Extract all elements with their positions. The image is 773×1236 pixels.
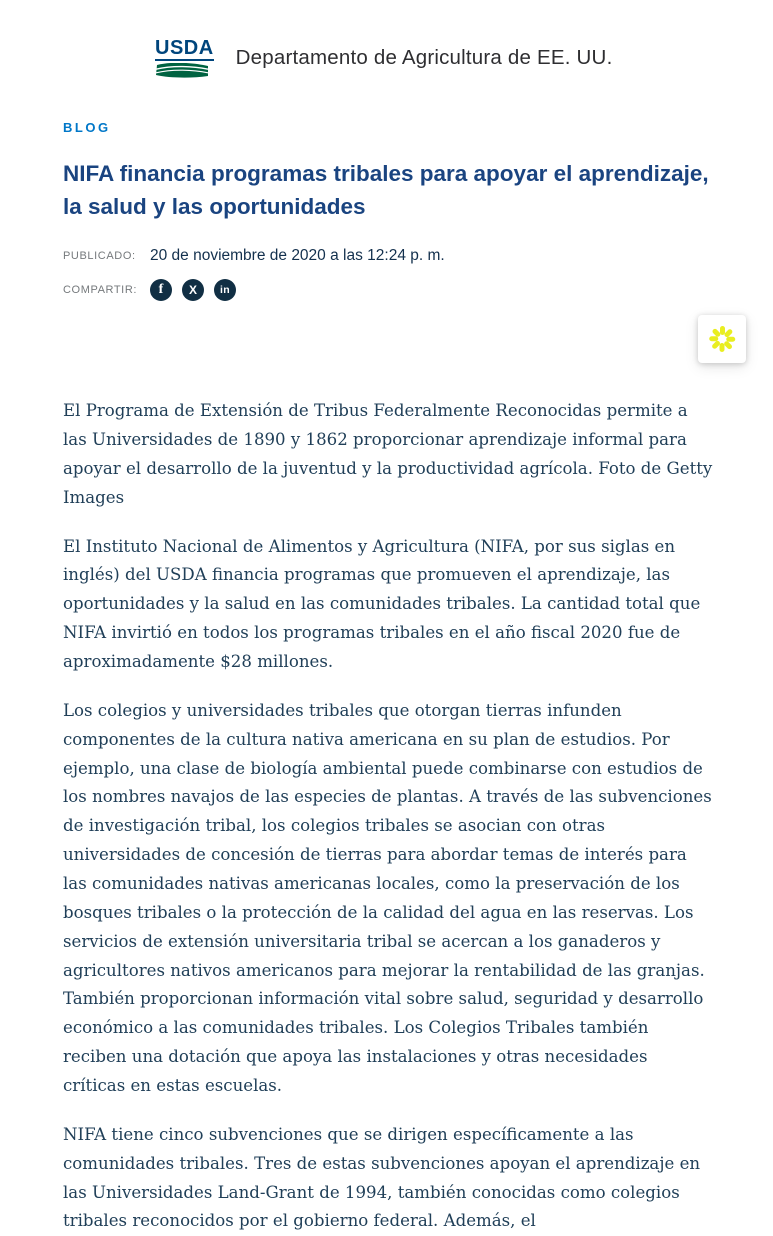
article-body [63, 397, 713, 1236]
share-row [63, 279, 713, 301]
site-title: Departamento de Agricultura de EE. UU. [235, 46, 613, 69]
usda-swoosh-icon [155, 63, 209, 78]
loading-spinner-icon [708, 325, 736, 353]
share-label: COMPARTIR: [63, 284, 138, 297]
site-header [0, 0, 773, 78]
x-twitter-share-icon[interactable]: X [182, 279, 204, 301]
usda-wordmark: USDA [155, 37, 214, 59]
published-label: PUBLICADO: [63, 250, 136, 263]
usda-logo[interactable] [155, 38, 214, 78]
published-row [63, 247, 713, 265]
article-title: NIFA financia programas tribales para apoyar el aprendizaje, la salud y las oportunidades [63, 161, 709, 220]
image-caption: El Programa de Extensión de Tribus Federalmente Reconocidas permite a las Universidades de 1890 y 1862 proporcionar aprendizaje informal para apoyar el desarrollo de la juventud y la productividad agrícola. Foto de Getty Images [63, 401, 713, 507]
article [63, 78, 713, 1236]
paragraph: Los colegios y universidades tribales que otorgan tierras infunden componentes de la cultura nativa americana en su plan de estudios. Por ejemplo, una clase de biología ambiental puede combinarse con estudios de los nombres navajos de las especies de plantas. A través de las subvenciones de investigación tribal, los colegios tribales se asocian con otras universidades de concesión de tierras para abordar temas de interés para las comunidades nativas americanas locales, como la preservación de los bosques tribales o la protección de la calidad del agua en las reservas. Los servicios de extensión universitaria tribal se acercan a los ganaderos y agricultores nativos americanos para mejorar la rentabilidad de las granjas. También proporcionan información vital sobre salud, seguridad y desarrollo económico a las comunidades tribales. Los Colegios Tribales también reciben una dotación que apoya las instalaciones y otras necesidades críticas en estas escuelas. [63, 700, 712, 1096]
facebook-share-icon[interactable]: f [150, 279, 172, 301]
blog-eyebrow-link[interactable]: BLOG [63, 120, 111, 135]
floating-widget-button[interactable] [698, 315, 746, 363]
paragraph: NIFA tiene cinco subvenciones que se dirigen específicamente a las comunidades tribales. Tres de estas subvenciones apoyan el aprendizaje en las Universidades Land-Grant de 1994, también conocidas como colegios tribales reconocidos por el gobierno federal. Además, el [63, 1124, 701, 1231]
published-date: 20 de noviembre de 2020 a las 12:24 p. m. [150, 247, 445, 265]
paragraph: El Instituto Nacional de Alimentos y Agricultura (NIFA, por sus siglas en inglés) del USDA financia programas que promueven el aprendizaje, las oportunidades y la salud en las comunidades tribales. La cantidad total que NIFA invirtió en todos los programas tribales en el año fiscal 2020 fue de aproximadamente $28 millones. [63, 536, 701, 671]
linkedin-share-icon[interactable]: in [214, 279, 236, 301]
share-icons [150, 279, 236, 301]
